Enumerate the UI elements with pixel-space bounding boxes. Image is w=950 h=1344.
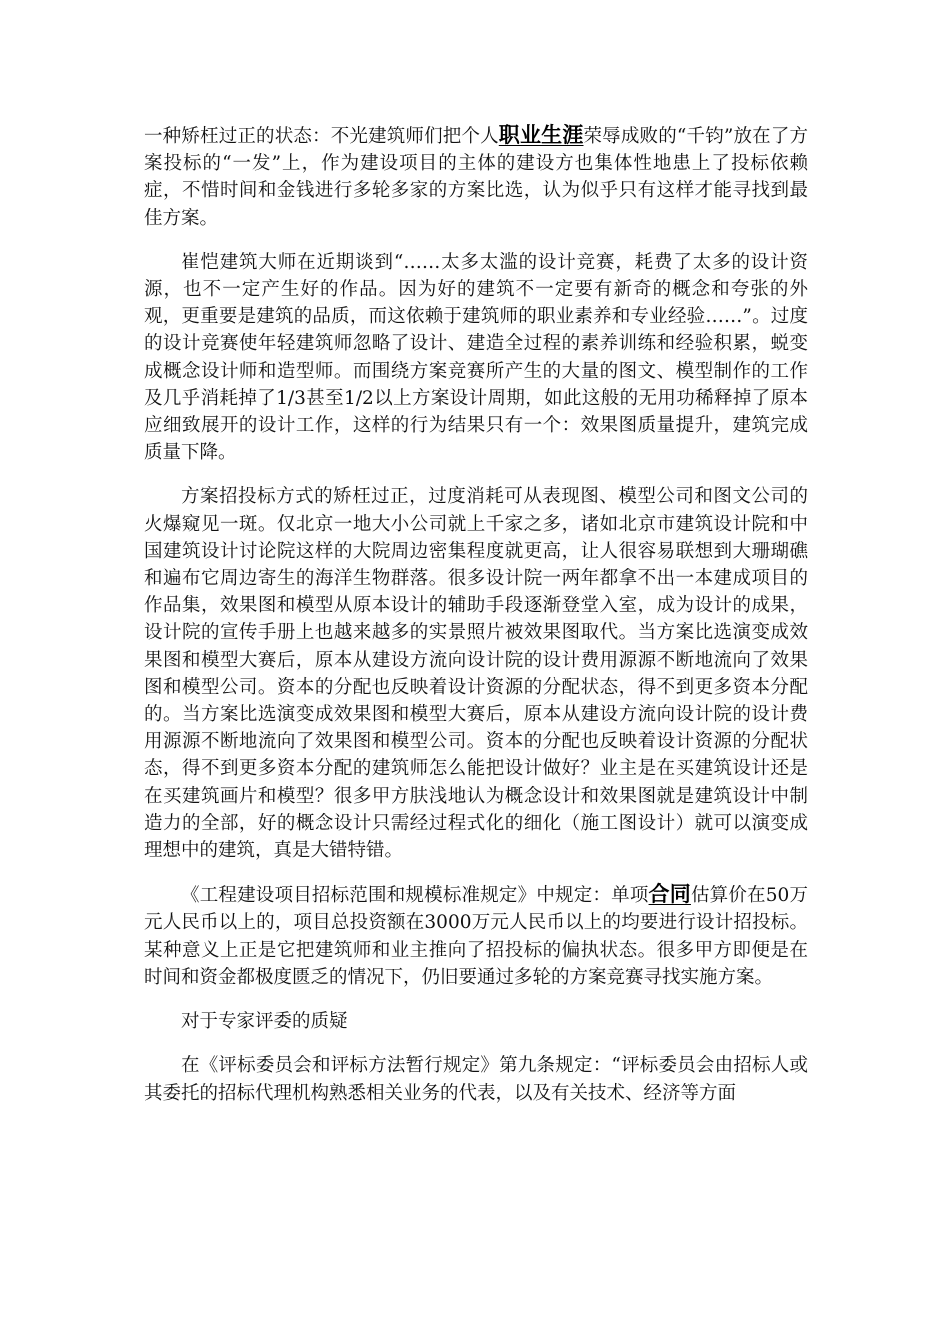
paragraph-5: 在《评标委员会和评标方法暂行规定》第九条规定：“评标委员会由招标人或其委托的招标代理机构熟悉相关业务的代表，以及有关技术、经济等方面 [144, 1055, 808, 1104]
paragraph-1 [144, 122, 808, 232]
paragraph-4-text-end: 估算价在50万元人民币以上的，项目总投资额在3000万元人民币以上的均要进行设计招投标。某种意义上正是它把建筑师和业主推向了招投标的偏执状态。很多甲方即便是在时间和资金都极度匮乏的情况下，仍旧要通过多轮的方案竞赛寻找实施方案。 [144, 885, 808, 988]
career-keyword-link[interactable]: 职业生涯 [498, 123, 584, 147]
paragraph-1-text-end: 荣辱成败的“千钧”放在了方案投标的“一发”上，作为建设项目的主体的建设方也集体性地患上了投标依赖症，不惜时间和金钱进行多轮多家的方案比选，认为似乎只有这样才能寻找到最佳方案。 [144, 126, 808, 229]
paragraph-4 [144, 881, 808, 991]
paragraph-3: 方案招投标方式的矫枉过正，过度消耗可从表现图、模型公司和图文公司的火爆窥见一斑。仅北京一地大小公司就上千家之多，诸如北京市建筑设计院和中国建筑设计讨论院这样的大院周边密集程度就更高，让人很容易联想到大珊瑚礁和遍布它周边寄生的海洋生物群落。很多设计院一两年都拿不出一本建成项目的作品集，效果图和模型从原本设计的辅助手段逐渐登堂入室，成为设计的成果，设计院的宣传手册上也越来越多的实景照片被效果图取代。当方案比选演变成效果图和模型大赛后，原本从建设方流向设计院的设计费用源源不断地流向了效果图和模型公司。资本的分配也反映着设计资源的分配状态，得不到更多资本分配的。当方案比选演变成效果图和模型大赛后，原本从建设方流向设计院的设计费用源源不断地流向了效果图和模型公司。资本的分配也反映着设计资源的分配状态，得不到更多资本分配的建筑师怎么能把设计做好？业主是在买建筑设计还是在买建筑画片和模型？很多甲方肤浅地认为概念设计和效果图就是建筑设计中制造力的全部，好的概念设计只需经过程式化的细化（施工图设计）就可以演变成理想中的建筑，真是大错特错。 [144, 486, 808, 862]
paragraph-4-text-start: 《工程建设项目招标范围和规模标准规定》中规定：单项 [181, 885, 649, 907]
contract-keyword-link[interactable]: 合同 [648, 882, 691, 907]
paragraph-1-text-start: 一种矫枉过正的状态：不光建筑师们把个人 [144, 126, 499, 147]
section-heading: 对于专家评委的质疑 [181, 1011, 348, 1033]
paragraph-2: 崔恺建筑大师在近期谈到“……太多太滥的设计竞赛，耗费了太多的设计资源，也不一定产生好的作品。因为好的建筑不一定要有新奇的概念和夸张的外观，更重要是建筑的品质，而这依赖于建筑师的职业素养和专业经验……”。过度的设计竞赛使年轻建筑师忽略了设计、建造全过程的素养训练和经验积累，蜕变成概念设计师和造型师。而围绕方案竞赛所产生的大量的图文、模型制作的工作及几乎消耗掉了1/3甚至1/2以上方案设计周期，如此这般的无用功稀释掉了原本应细致展开的设计工作，这样的行为结果只有一个：效果图质量提升，建筑完成质量下降。 [144, 251, 808, 464]
document-page [144, 122, 808, 1124]
